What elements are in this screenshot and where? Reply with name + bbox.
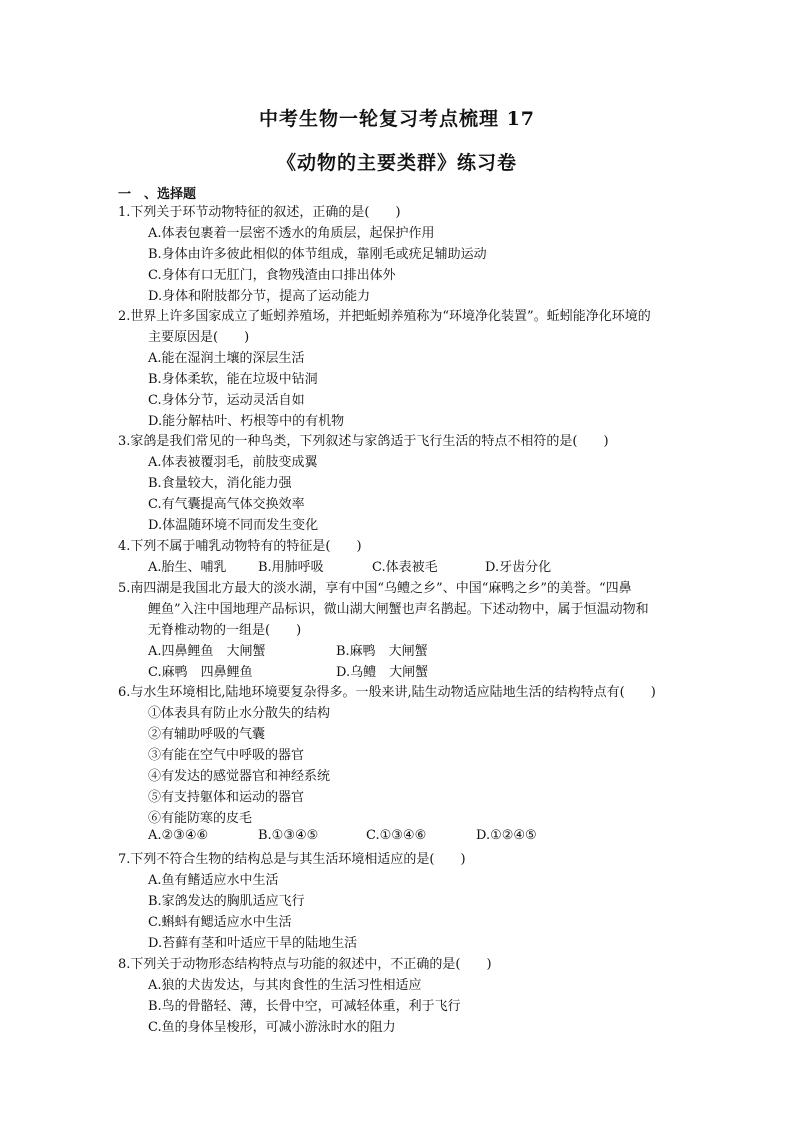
question-8-option-a: A.狼的犬齿发达，与其肉食性的生活习性相适应 [148,978,422,993]
question-6-option-b: B.①③④⑤ [258,828,319,843]
question-3-stem: 3.家鸽是我们常见的一种鸟类，下列叙述与家鸽适于飞行生活的特点不相符的是( ) [118,434,609,449]
question-6-item-6: ⑥有能防寒的皮毛 [148,811,253,826]
question-5-option-b: B.麻鸭 大闸蟹 [336,644,428,659]
question-5-option-d: D.乌鳢 大闸蟹 [336,665,429,680]
question-8-option-c: C.鱼的身体呈梭形，可减小游泳时水的阻力 [148,1020,396,1035]
question-2-option-c: C.身体分节，运动灵活自如 [148,393,305,408]
question-7-option-c: C.蝌蚪有鳃适应水中生活 [148,915,292,930]
question-4-option-b: B.用肺呼吸 [258,560,324,575]
question-8-option-b: B.鸟的骨骼轻、薄，长骨中空，可减轻体重，利于飞行 [148,999,461,1014]
question-1-option-c: C.身体有口无肛门，食物残渣由口排出体外 [148,268,396,283]
question-3-option-d: D.体温随环境不同而发生变化 [148,518,319,533]
question-2-option-b: B.身体柔软，能在垃圾中钻洞 [148,372,318,387]
question-3-option-c: C.有气囊提高气体交换效率 [148,497,305,512]
question-2-stem-cont: 主要原因是( ) [148,330,250,345]
question-1-stem: 1.下列关于环节动物特征的叙述，正确的是( ) [118,205,401,220]
question-6-item-3: ③有能在空气中呼吸的器官 [148,748,305,763]
question-2-stem: 2.世界上许多国家成立了蚯蚓养殖场，并把蚯蚓养殖称为“环境净化装置”。蚯蚓能净化环境的 [118,309,651,324]
question-6-item-1: ①体表具有防止水分散失的结构 [148,706,331,721]
question-5-stem-cont-1: 鲤鱼”入注中国地理产品标识，微山湖大闸蟹也声名鹊起。下述动物中，属于恒温动物和 [148,602,649,617]
question-5-option-c: C.麻鸭 四鼻鲤鱼 [148,665,253,680]
question-5-stem-cont-2: 无脊椎动物的一组是( ) [148,623,302,638]
question-7-stem: 7.下列不符合生物的结构总是与其生活环境相适应的是( ) [118,852,466,867]
question-6-item-2: ②有辅助呼吸的气囊 [148,727,266,742]
question-1-option-b: B.身体由许多彼此相似的体节组成，靠刚毛或疣足辅助运动 [148,247,487,262]
question-6-option-a: A.②③④⑥ [148,828,209,843]
question-1-option-a: A.体表包裹着一层密不透水的角质层，起保护作用 [148,226,435,241]
question-6-item-4: ④有发达的感觉器官和神经系统 [148,769,331,784]
question-7-option-d: D.苔藓有茎和叶适应干旱的陆地生活 [148,936,358,951]
title-line-2: 《动物的主要类群》练习卷 [276,152,517,174]
question-6-option-c: C.①③④⑥ [366,828,427,843]
question-2-option-d: D.能分解枯叶、朽根等中的有机物 [148,414,345,429]
question-4-option-d: D.牙齿分化 [485,560,552,575]
question-6-item-5: ⑤有支持躯体和运动的器官 [148,790,305,805]
question-6-stem: 6.与水生环境相比,陆地环境要复杂得多。一般来讲,陆生动物适应陆地生活的结构特点有( ) [118,685,656,700]
title-line-1: 中考生物一轮复习考点梳理 17 [258,108,536,130]
question-2-option-a: A.能在湿润土壤的深层生活 [148,351,305,366]
question-1-option-d: D.身体和附肢都分节，提高了运动能力 [148,289,371,304]
question-5-stem: 5.南四湖是我国北方最大的淡水湖，享有中国“乌鳢之乡”、中国“麻鸭之乡”的美誉。“四鼻 [118,581,632,596]
question-3-option-b: B.食量较大，消化能力强 [148,476,292,491]
question-6-option-d: D.①②④⑤ [476,828,537,843]
question-7-option-a: A.鱼有鳍适应水中生活 [148,873,279,888]
question-3-option-a: A.体表被覆羽毛，前肢变成翼 [148,455,318,470]
question-4-option-a: A.胎生、哺乳 [148,560,227,575]
section-heading: 一 、选择题 [118,187,197,202]
question-7-option-b: B.家鸽发达的胸肌适应飞行 [148,894,305,909]
question-8-stem: 8.下列关于动物形态结构特点与功能的叙述中，不正确的是( ) [118,957,492,972]
question-5-option-a: A.四鼻鲤鱼 大闸蟹 [148,644,266,659]
question-4-stem: 4.下列不属于哺乳动物特有的特征是( ) [118,539,362,554]
question-4-option-c: C.体表被毛 [372,560,438,575]
